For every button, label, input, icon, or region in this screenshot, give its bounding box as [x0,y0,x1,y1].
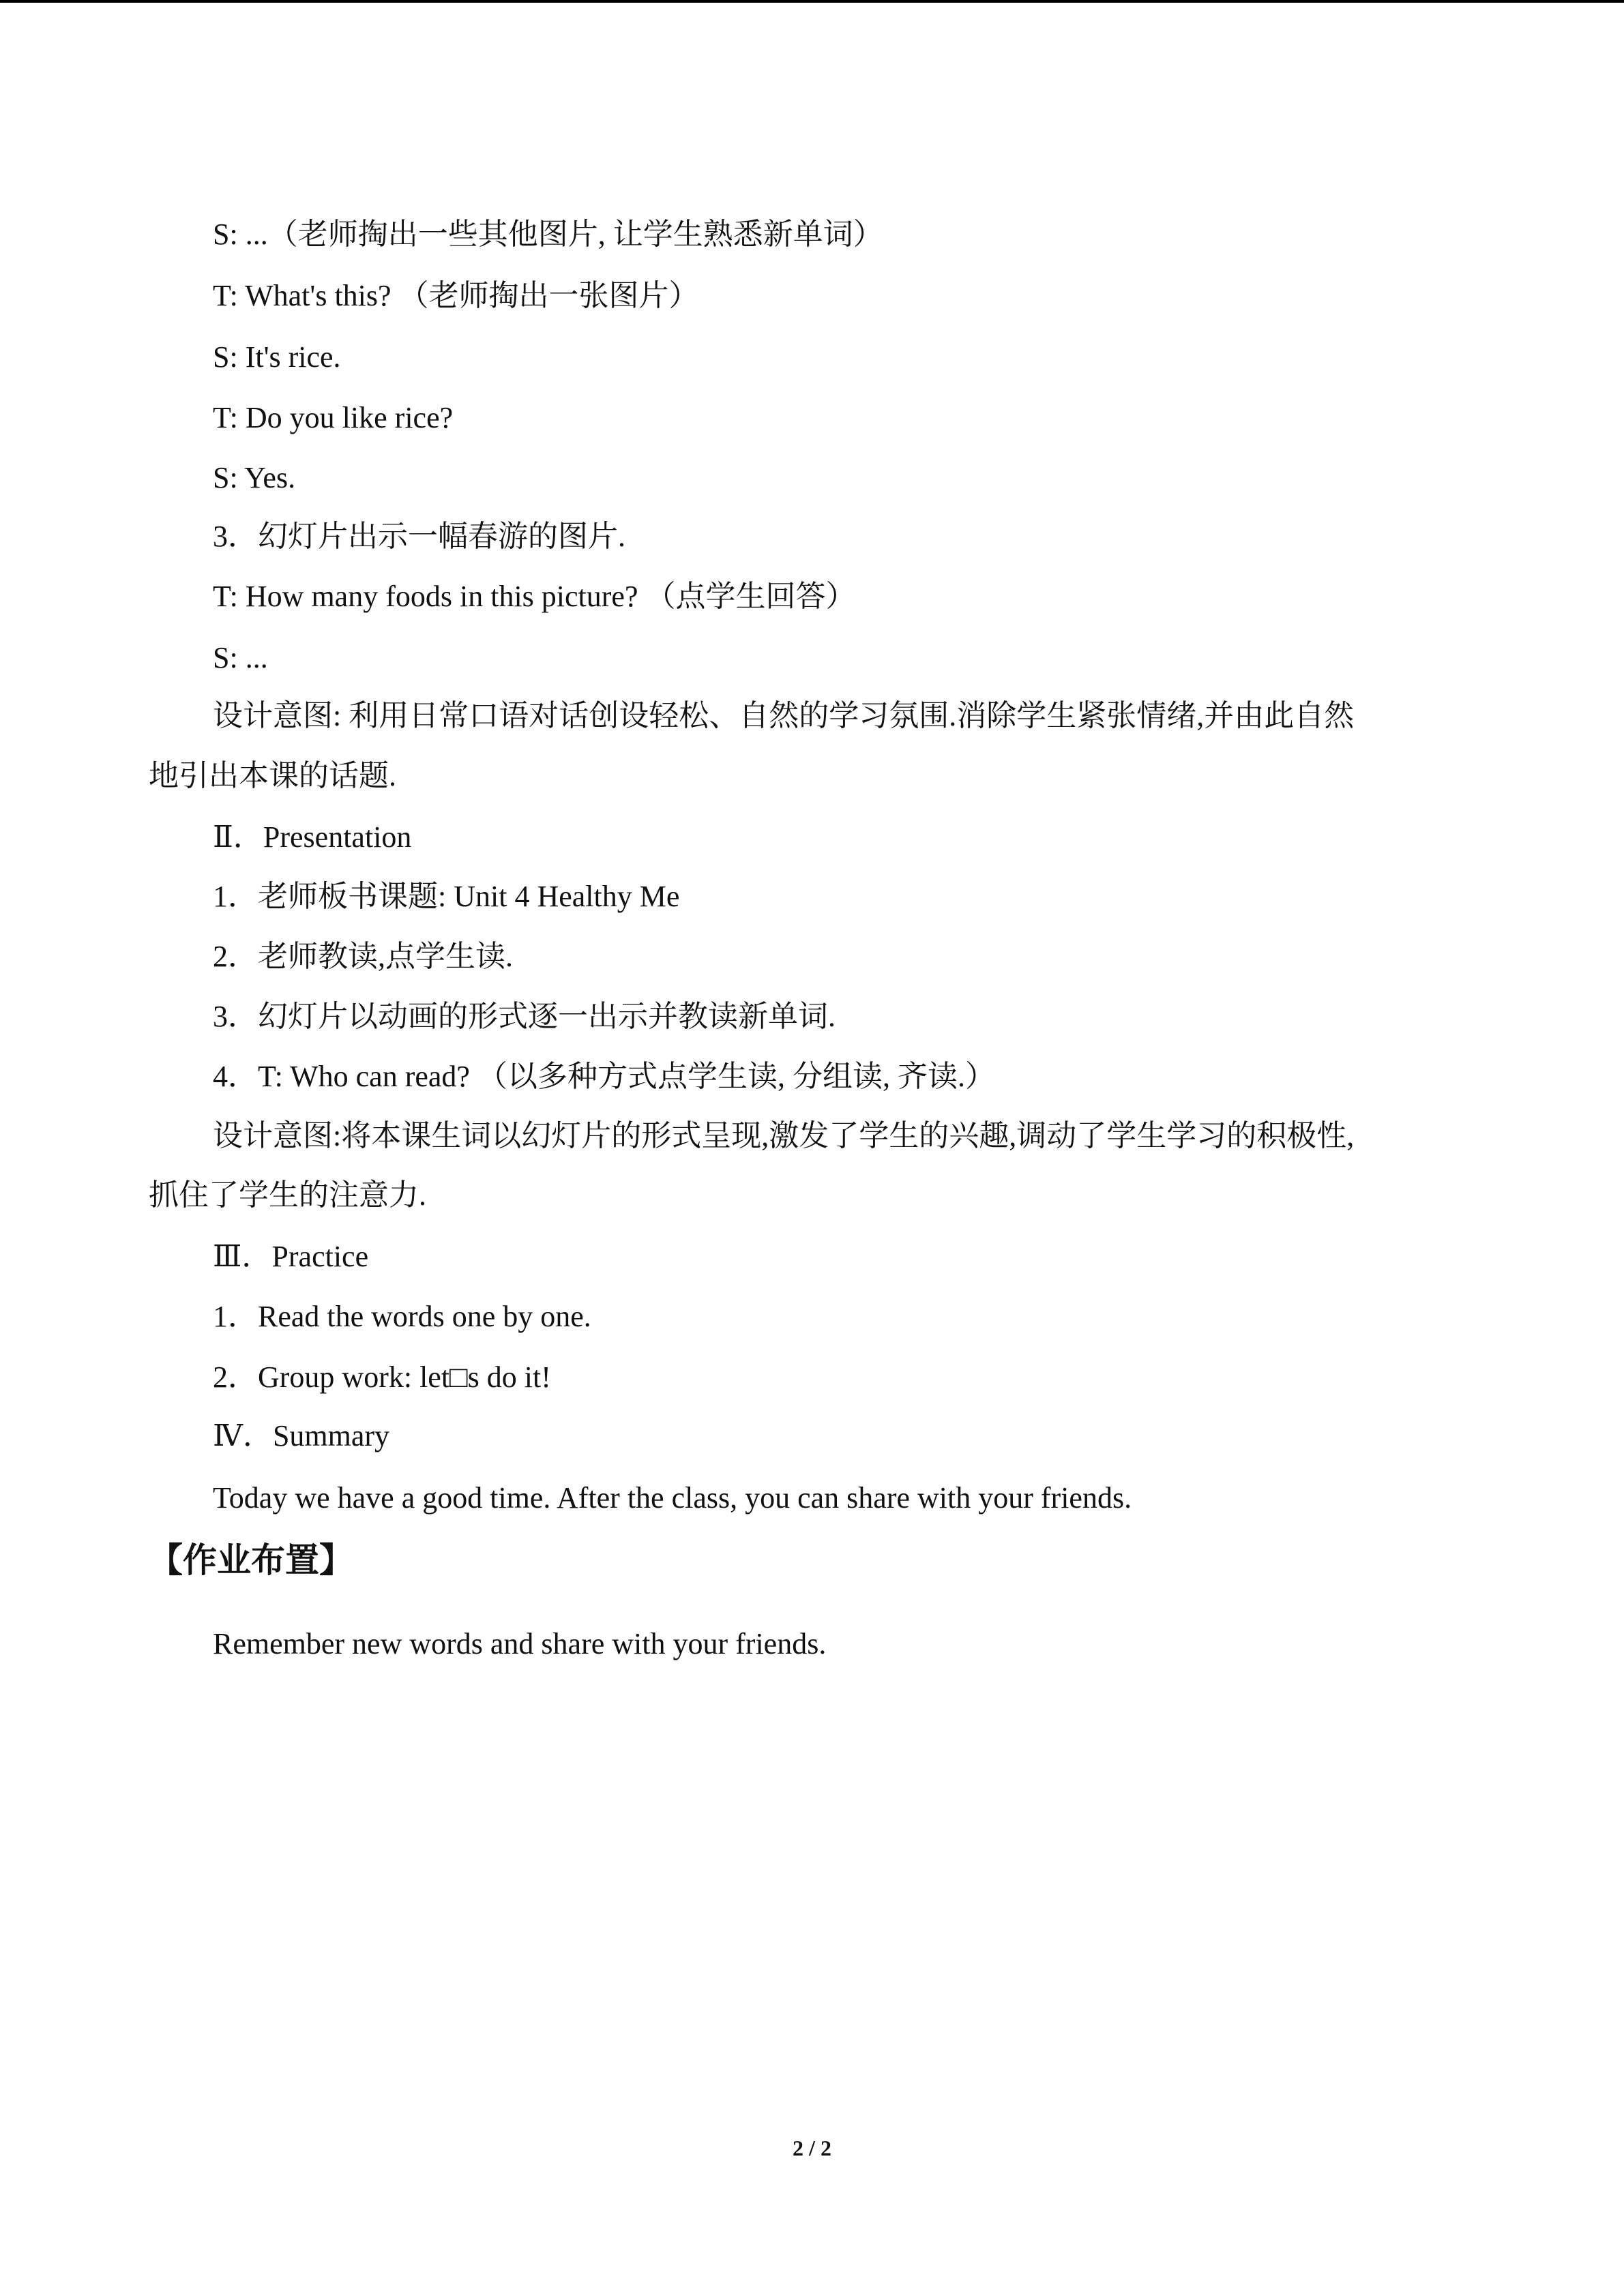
dialogue-line: T: What's this? （老师掏出一张图片） [213,279,699,312]
section-heading-summary: Ⅳ．Summary [213,1419,390,1452]
design-intent-continuation: 抓住了学生的注意力. [149,1178,426,1212]
step-line: 3．幻灯片出示一幅春游的图片. [213,520,625,553]
design-intent-paragraph: 设计意图:将本课生词以幻灯片的形式呈现,激发了学生的兴趣,调动了学生学习的积极性, [213,1119,1355,1152]
step-line: 4．T: Who can read? （以多种方式点学生读, 分组读, 齐读.） [213,1060,995,1093]
step-line: 1．Read the words one by one. [213,1300,591,1333]
design-intent-continuation: 地引出本课的话题. [149,759,396,792]
dialogue-line: T: Do you like rice? [213,401,454,434]
homework-text: Remember new words and share with your friends. [213,1627,827,1660]
step-line: 1．老师板书课题: Unit 4 Healthy Me [213,880,680,913]
step-line: 3．幻灯片以动画的形式逐一出示并教读新单词. [213,1000,836,1033]
section-heading-practice: Ⅲ．Practice [213,1240,369,1273]
dialogue-line: S: It's rice. [213,340,341,374]
step-line: 2．老师教读,点学生读. [213,940,513,973]
section-heading-presentation: Ⅱ．Presentation [213,820,412,854]
homework-heading: 【作业布置】 [149,1540,353,1580]
dialogue-line: S: ...（老师掏出一些其他图片, 让学生熟悉新单词） [213,218,883,251]
dialogue-line: T: How many foods in this picture? （点学生回答） [213,580,856,613]
summary-text: Today we have a good time. After the class, you can share with your friends. [213,1481,1132,1515]
dialogue-line: S: Yes. [213,461,296,494]
step-line: 2．Group work: let□s do it! [213,1360,551,1394]
page-number: 2 / 2 [793,2136,831,2160]
design-intent-paragraph: 设计意图: 利用日常口语对话创设轻松、自然的学习氛围.消除学生紧张情绪,并由此自然 [213,699,1355,732]
dialogue-line: S: ... [213,641,268,674]
